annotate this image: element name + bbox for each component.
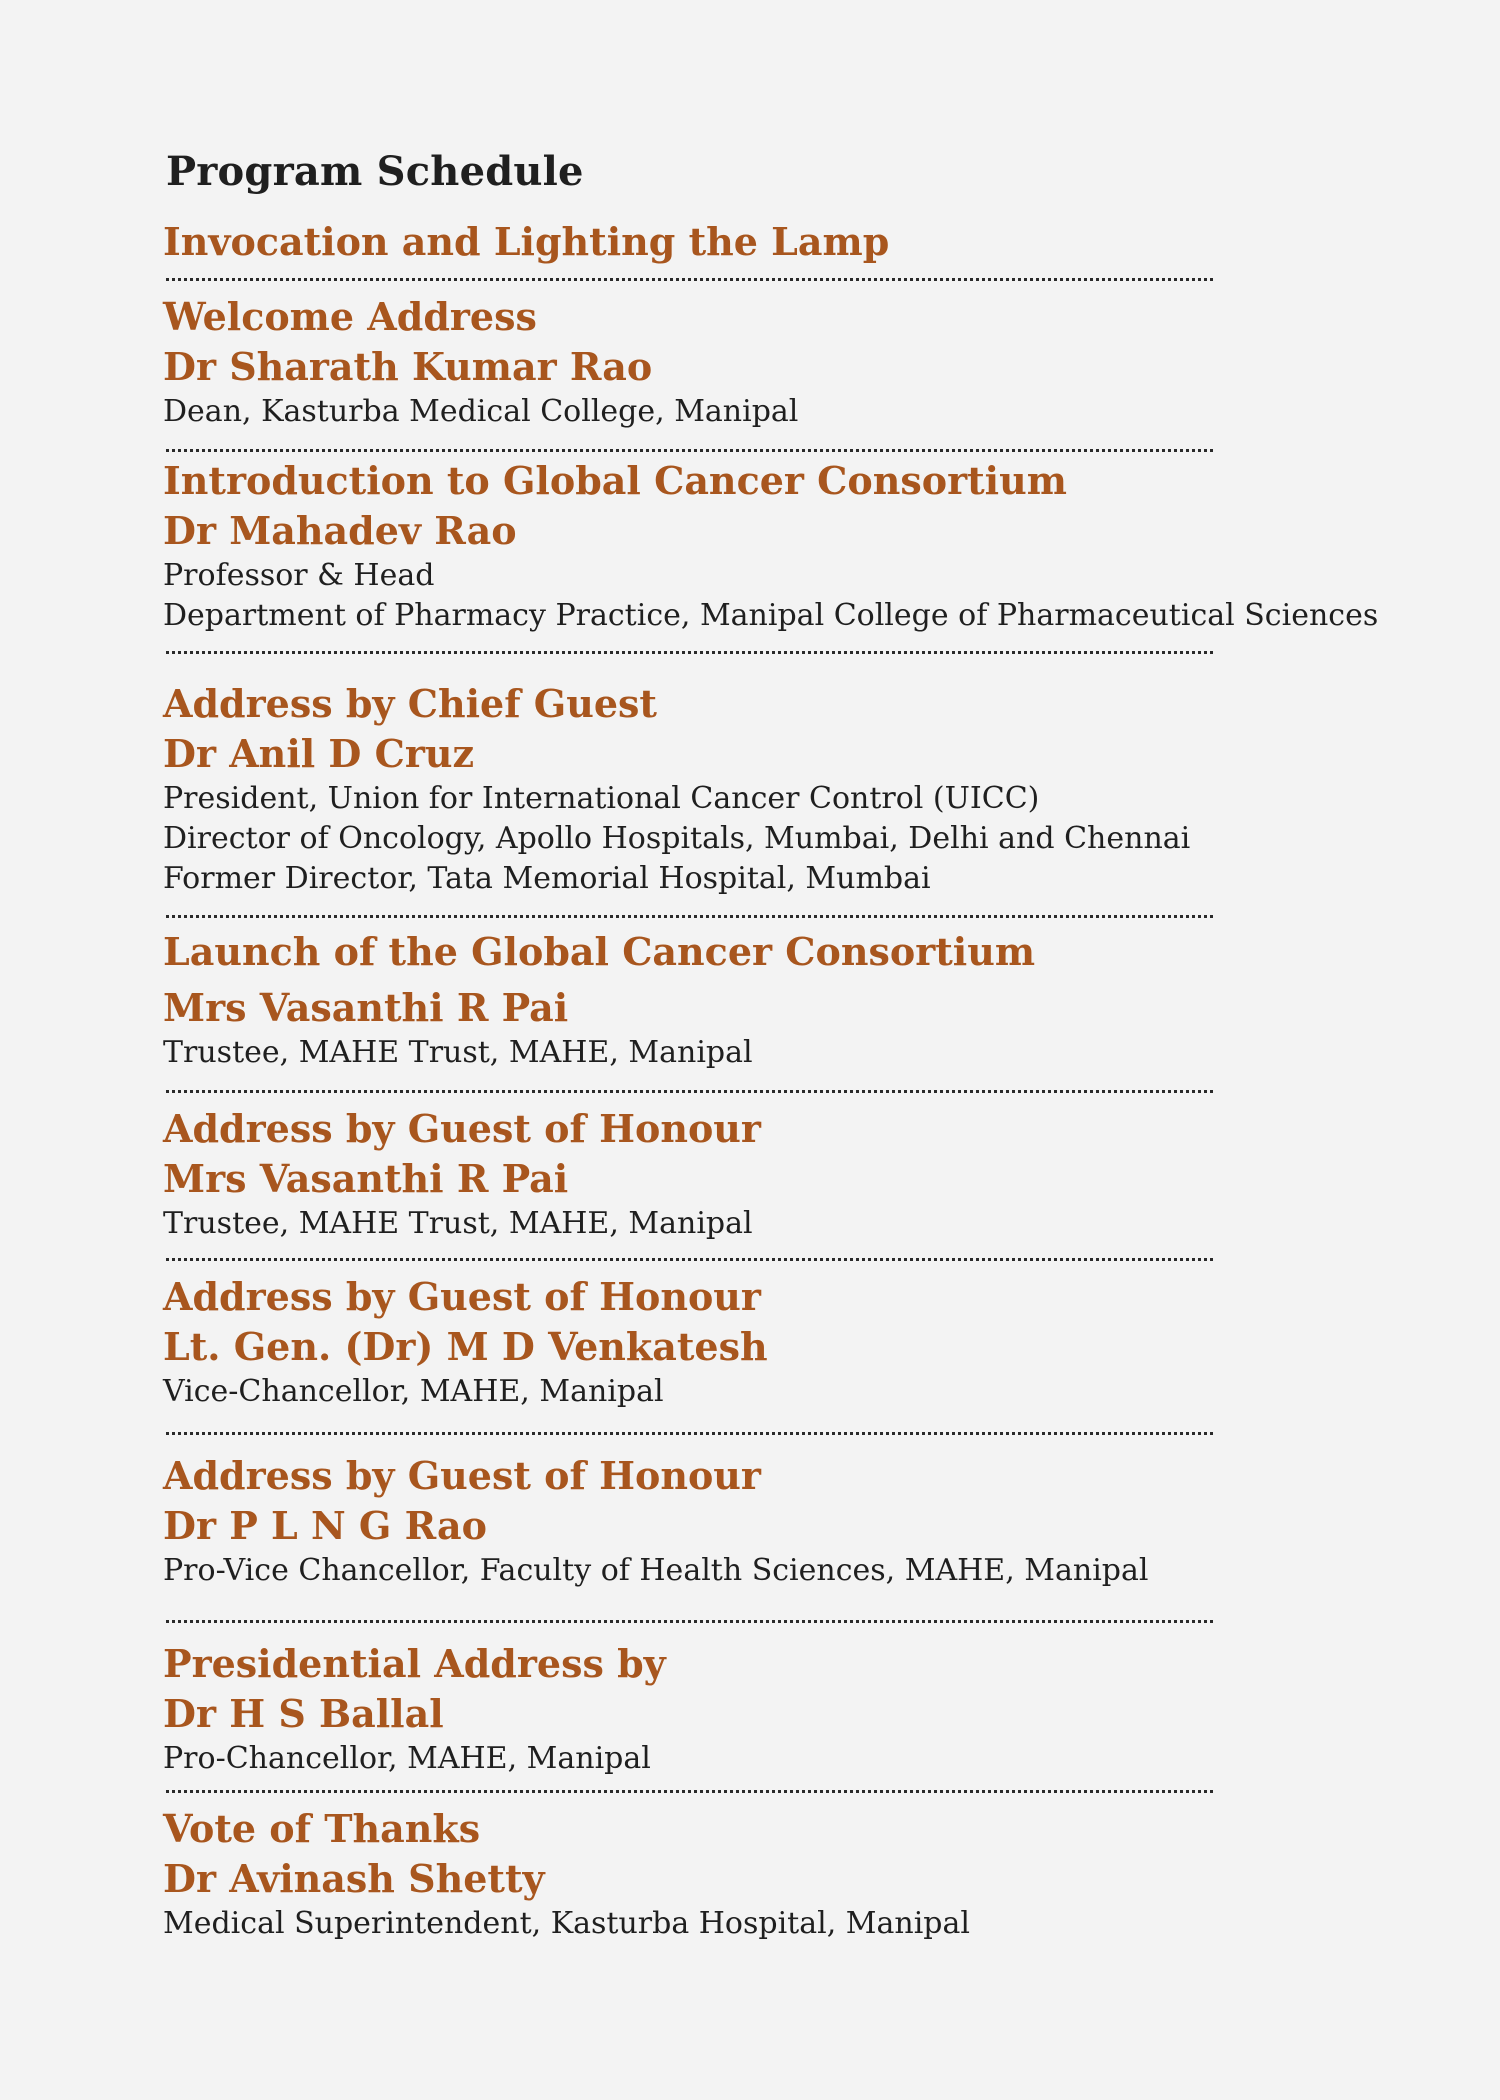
schedule-item-launch bbox=[163, 927, 1035, 1073]
dotted-divider bbox=[166, 449, 1213, 452]
speaker-affiliation: Dean, Kasturba Medical College, Manipal bbox=[163, 394, 799, 429]
schedule-item-guest-of-honour-1 bbox=[163, 1104, 761, 1244]
dotted-divider bbox=[166, 1090, 1213, 1093]
dotted-divider bbox=[166, 1620, 1213, 1623]
dotted-divider bbox=[166, 278, 1213, 281]
schedule-item-introduction bbox=[163, 456, 1378, 636]
schedule-item-welcome bbox=[163, 292, 798, 432]
schedule-item-invocation bbox=[163, 217, 889, 267]
schedule-item-guest-of-honour-3 bbox=[163, 1451, 1148, 1591]
schedule-item-chief-guest bbox=[163, 679, 1190, 899]
speaker-name: Mrs Vasanthi R Pai bbox=[163, 985, 569, 1030]
speaker-affiliation: Trustee, MAHE Trust, MAHE, Manipal bbox=[163, 1206, 753, 1241]
speaker-position: Professor & Head bbox=[163, 558, 435, 593]
schedule-item-guest-of-honour-2 bbox=[163, 1272, 768, 1412]
speaker-position: Former Director, Tata Memorial Hospital, Mumbai bbox=[163, 861, 931, 896]
item-title: Vote of Thanks bbox=[163, 1806, 481, 1851]
speaker-name: Dr H S Ballal bbox=[163, 1691, 444, 1736]
item-title: Welcome Address bbox=[163, 294, 537, 339]
schedule-item-presidential-address bbox=[163, 1639, 666, 1779]
speaker-name: Mrs Vasanthi R Pai bbox=[163, 1156, 569, 1201]
item-title: Invocation and Lighting the Lamp bbox=[163, 219, 890, 264]
dotted-divider bbox=[166, 1790, 1213, 1793]
item-title: Address by Guest of Honour bbox=[163, 1106, 761, 1151]
schedule-item-vote-of-thanks bbox=[163, 1804, 970, 1944]
item-title: Launch of the Global Cancer Consortium bbox=[163, 929, 1036, 974]
page-title: Program Schedule bbox=[166, 148, 584, 195]
speaker-affiliation: Trustee, MAHE Trust, MAHE, Manipal bbox=[163, 1035, 753, 1070]
item-title: Introduction to Global Cancer Consortium bbox=[163, 458, 1067, 503]
speaker-affiliation: Department of Pharmacy Practice, Manipal College of Pharmaceutical Sciences bbox=[163, 598, 1379, 633]
speaker-name: Lt. Gen. (Dr) M D Venkatesh bbox=[163, 1324, 768, 1369]
speaker-name: Dr P L N G Rao bbox=[163, 1503, 488, 1548]
speaker-name: Dr Sharath Kumar Rao bbox=[163, 344, 653, 389]
dotted-divider bbox=[166, 1258, 1213, 1261]
speaker-position: Director of Oncology, Apollo Hospitals, Mumbai, Delhi and Chennai bbox=[163, 821, 1191, 856]
item-title: Address by Guest of Honour bbox=[163, 1274, 761, 1319]
speaker-position: President, Union for International Cancer Control (UICC) bbox=[163, 781, 1040, 816]
item-title: Address by Guest of Honour bbox=[163, 1453, 761, 1498]
speaker-affiliation: Medical Superintendent, Kasturba Hospital, Manipal bbox=[163, 1906, 970, 1941]
speaker-affiliation: Vice-Chancellor, MAHE, Manipal bbox=[163, 1374, 664, 1409]
item-title: Presidential Address by bbox=[163, 1641, 666, 1686]
speaker-affiliation: Pro-Chancellor, MAHE, Manipal bbox=[163, 1741, 651, 1776]
speaker-name: Dr Anil D Cruz bbox=[163, 731, 475, 776]
dotted-divider bbox=[166, 915, 1213, 918]
speaker-name: Dr Avinash Shetty bbox=[163, 1856, 545, 1901]
item-title: Address by Chief Guest bbox=[163, 681, 657, 726]
speaker-affiliation: Pro-Vice Chancellor, Faculty of Health Sciences, MAHE, Manipal bbox=[163, 1553, 1149, 1588]
speaker-name: Dr Mahadev Rao bbox=[163, 508, 517, 553]
dotted-divider bbox=[166, 651, 1213, 654]
dotted-divider bbox=[166, 1432, 1213, 1435]
